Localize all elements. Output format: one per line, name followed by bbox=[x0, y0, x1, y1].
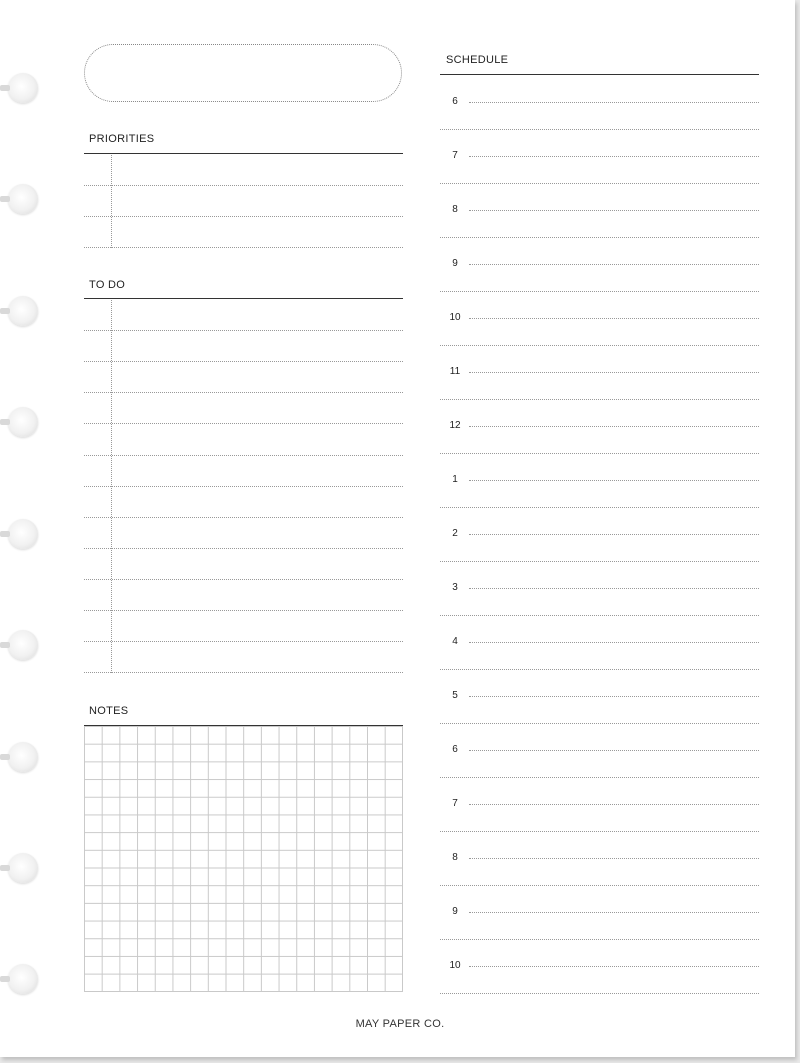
title-field[interactable] bbox=[84, 44, 402, 102]
hour-line[interactable] bbox=[469, 804, 759, 805]
hour-line[interactable] bbox=[469, 750, 759, 751]
hour-label: 8 bbox=[452, 204, 458, 215]
hour-line[interactable] bbox=[469, 264, 759, 265]
hour-label: 5 bbox=[452, 690, 458, 701]
notes-heading: NOTES bbox=[89, 705, 129, 717]
half-hour-line[interactable] bbox=[440, 777, 759, 778]
todo-row[interactable] bbox=[84, 517, 403, 518]
hour-line[interactable] bbox=[469, 966, 759, 967]
priority-row[interactable] bbox=[84, 247, 403, 248]
hour-line[interactable] bbox=[469, 426, 759, 427]
todo-row[interactable] bbox=[84, 423, 403, 424]
half-hour-line[interactable] bbox=[440, 507, 759, 508]
todo-row[interactable] bbox=[84, 455, 403, 456]
hour-line[interactable] bbox=[469, 102, 759, 103]
hour-label: 9 bbox=[452, 906, 458, 917]
half-hour-line[interactable] bbox=[440, 939, 759, 940]
hour-line[interactable] bbox=[469, 912, 759, 913]
todo-row[interactable] bbox=[84, 486, 403, 487]
binder-disc bbox=[8, 742, 38, 772]
binder-disc bbox=[8, 184, 38, 214]
hour-label: 10 bbox=[449, 960, 461, 971]
half-hour-line[interactable] bbox=[440, 129, 759, 130]
hour-label: 3 bbox=[452, 582, 458, 593]
binder-disc bbox=[8, 296, 38, 326]
notes-grid[interactable] bbox=[84, 726, 403, 992]
half-hour-line[interactable] bbox=[440, 669, 759, 670]
checkbox-column-divider bbox=[111, 155, 112, 248]
hour-label: 1 bbox=[452, 474, 458, 485]
hour-label: 11 bbox=[449, 366, 461, 377]
schedule-heading: SCHEDULE bbox=[446, 54, 509, 66]
half-hour-line[interactable] bbox=[440, 453, 759, 454]
hour-line[interactable] bbox=[469, 156, 759, 157]
todo-row[interactable] bbox=[84, 548, 403, 549]
hour-line[interactable] bbox=[469, 372, 759, 373]
half-hour-line[interactable] bbox=[440, 561, 759, 562]
hour-label: 12 bbox=[449, 420, 461, 431]
hour-line[interactable] bbox=[469, 534, 759, 535]
half-hour-line[interactable] bbox=[440, 993, 759, 994]
priorities-heading: PRIORITIES bbox=[89, 133, 155, 145]
half-hour-line[interactable] bbox=[440, 237, 759, 238]
todo-row[interactable] bbox=[84, 672, 403, 673]
hour-label: 2 bbox=[452, 528, 458, 539]
half-hour-line[interactable] bbox=[440, 183, 759, 184]
priority-row[interactable] bbox=[84, 216, 403, 217]
hour-line[interactable] bbox=[469, 858, 759, 859]
todo-row[interactable] bbox=[84, 392, 403, 393]
binder-disc bbox=[8, 630, 38, 660]
hour-line[interactable] bbox=[469, 642, 759, 643]
half-hour-line[interactable] bbox=[440, 615, 759, 616]
todo-row[interactable] bbox=[84, 610, 403, 611]
half-hour-line[interactable] bbox=[440, 723, 759, 724]
binder-disc bbox=[8, 407, 38, 437]
todo-row[interactable] bbox=[84, 641, 403, 642]
half-hour-line[interactable] bbox=[440, 399, 759, 400]
hour-line[interactable] bbox=[469, 588, 759, 589]
priorities-rule bbox=[84, 153, 403, 154]
hour-line[interactable] bbox=[469, 696, 759, 697]
binder-disc bbox=[8, 73, 38, 103]
hour-label: 7 bbox=[452, 150, 458, 161]
hour-label: 4 bbox=[452, 636, 458, 647]
half-hour-line[interactable] bbox=[440, 831, 759, 832]
binder-disc bbox=[8, 519, 38, 549]
half-hour-line[interactable] bbox=[440, 345, 759, 346]
half-hour-line[interactable] bbox=[440, 885, 759, 886]
todo-row[interactable] bbox=[84, 361, 403, 362]
hour-label: 7 bbox=[452, 798, 458, 809]
hour-line[interactable] bbox=[469, 210, 759, 211]
priority-row[interactable] bbox=[84, 185, 403, 186]
hour-line[interactable] bbox=[469, 480, 759, 481]
todo-row[interactable] bbox=[84, 330, 403, 331]
hour-label: 10 bbox=[449, 312, 461, 323]
todo-heading: TO DO bbox=[89, 279, 126, 291]
schedule-rule bbox=[440, 74, 759, 75]
hour-label: 8 bbox=[452, 852, 458, 863]
hour-line[interactable] bbox=[469, 318, 759, 319]
half-hour-line[interactable] bbox=[440, 291, 759, 292]
hour-label: 9 bbox=[452, 258, 458, 269]
todo-rule bbox=[84, 298, 403, 299]
checkbox-column-divider bbox=[111, 300, 112, 673]
binder-disc bbox=[8, 964, 38, 994]
hour-label: 6 bbox=[452, 744, 458, 755]
brand-footer: MAY PAPER CO. bbox=[355, 1018, 445, 1030]
hour-label: 6 bbox=[452, 96, 458, 107]
todo-row[interactable] bbox=[84, 579, 403, 580]
binder-disc bbox=[8, 853, 38, 883]
